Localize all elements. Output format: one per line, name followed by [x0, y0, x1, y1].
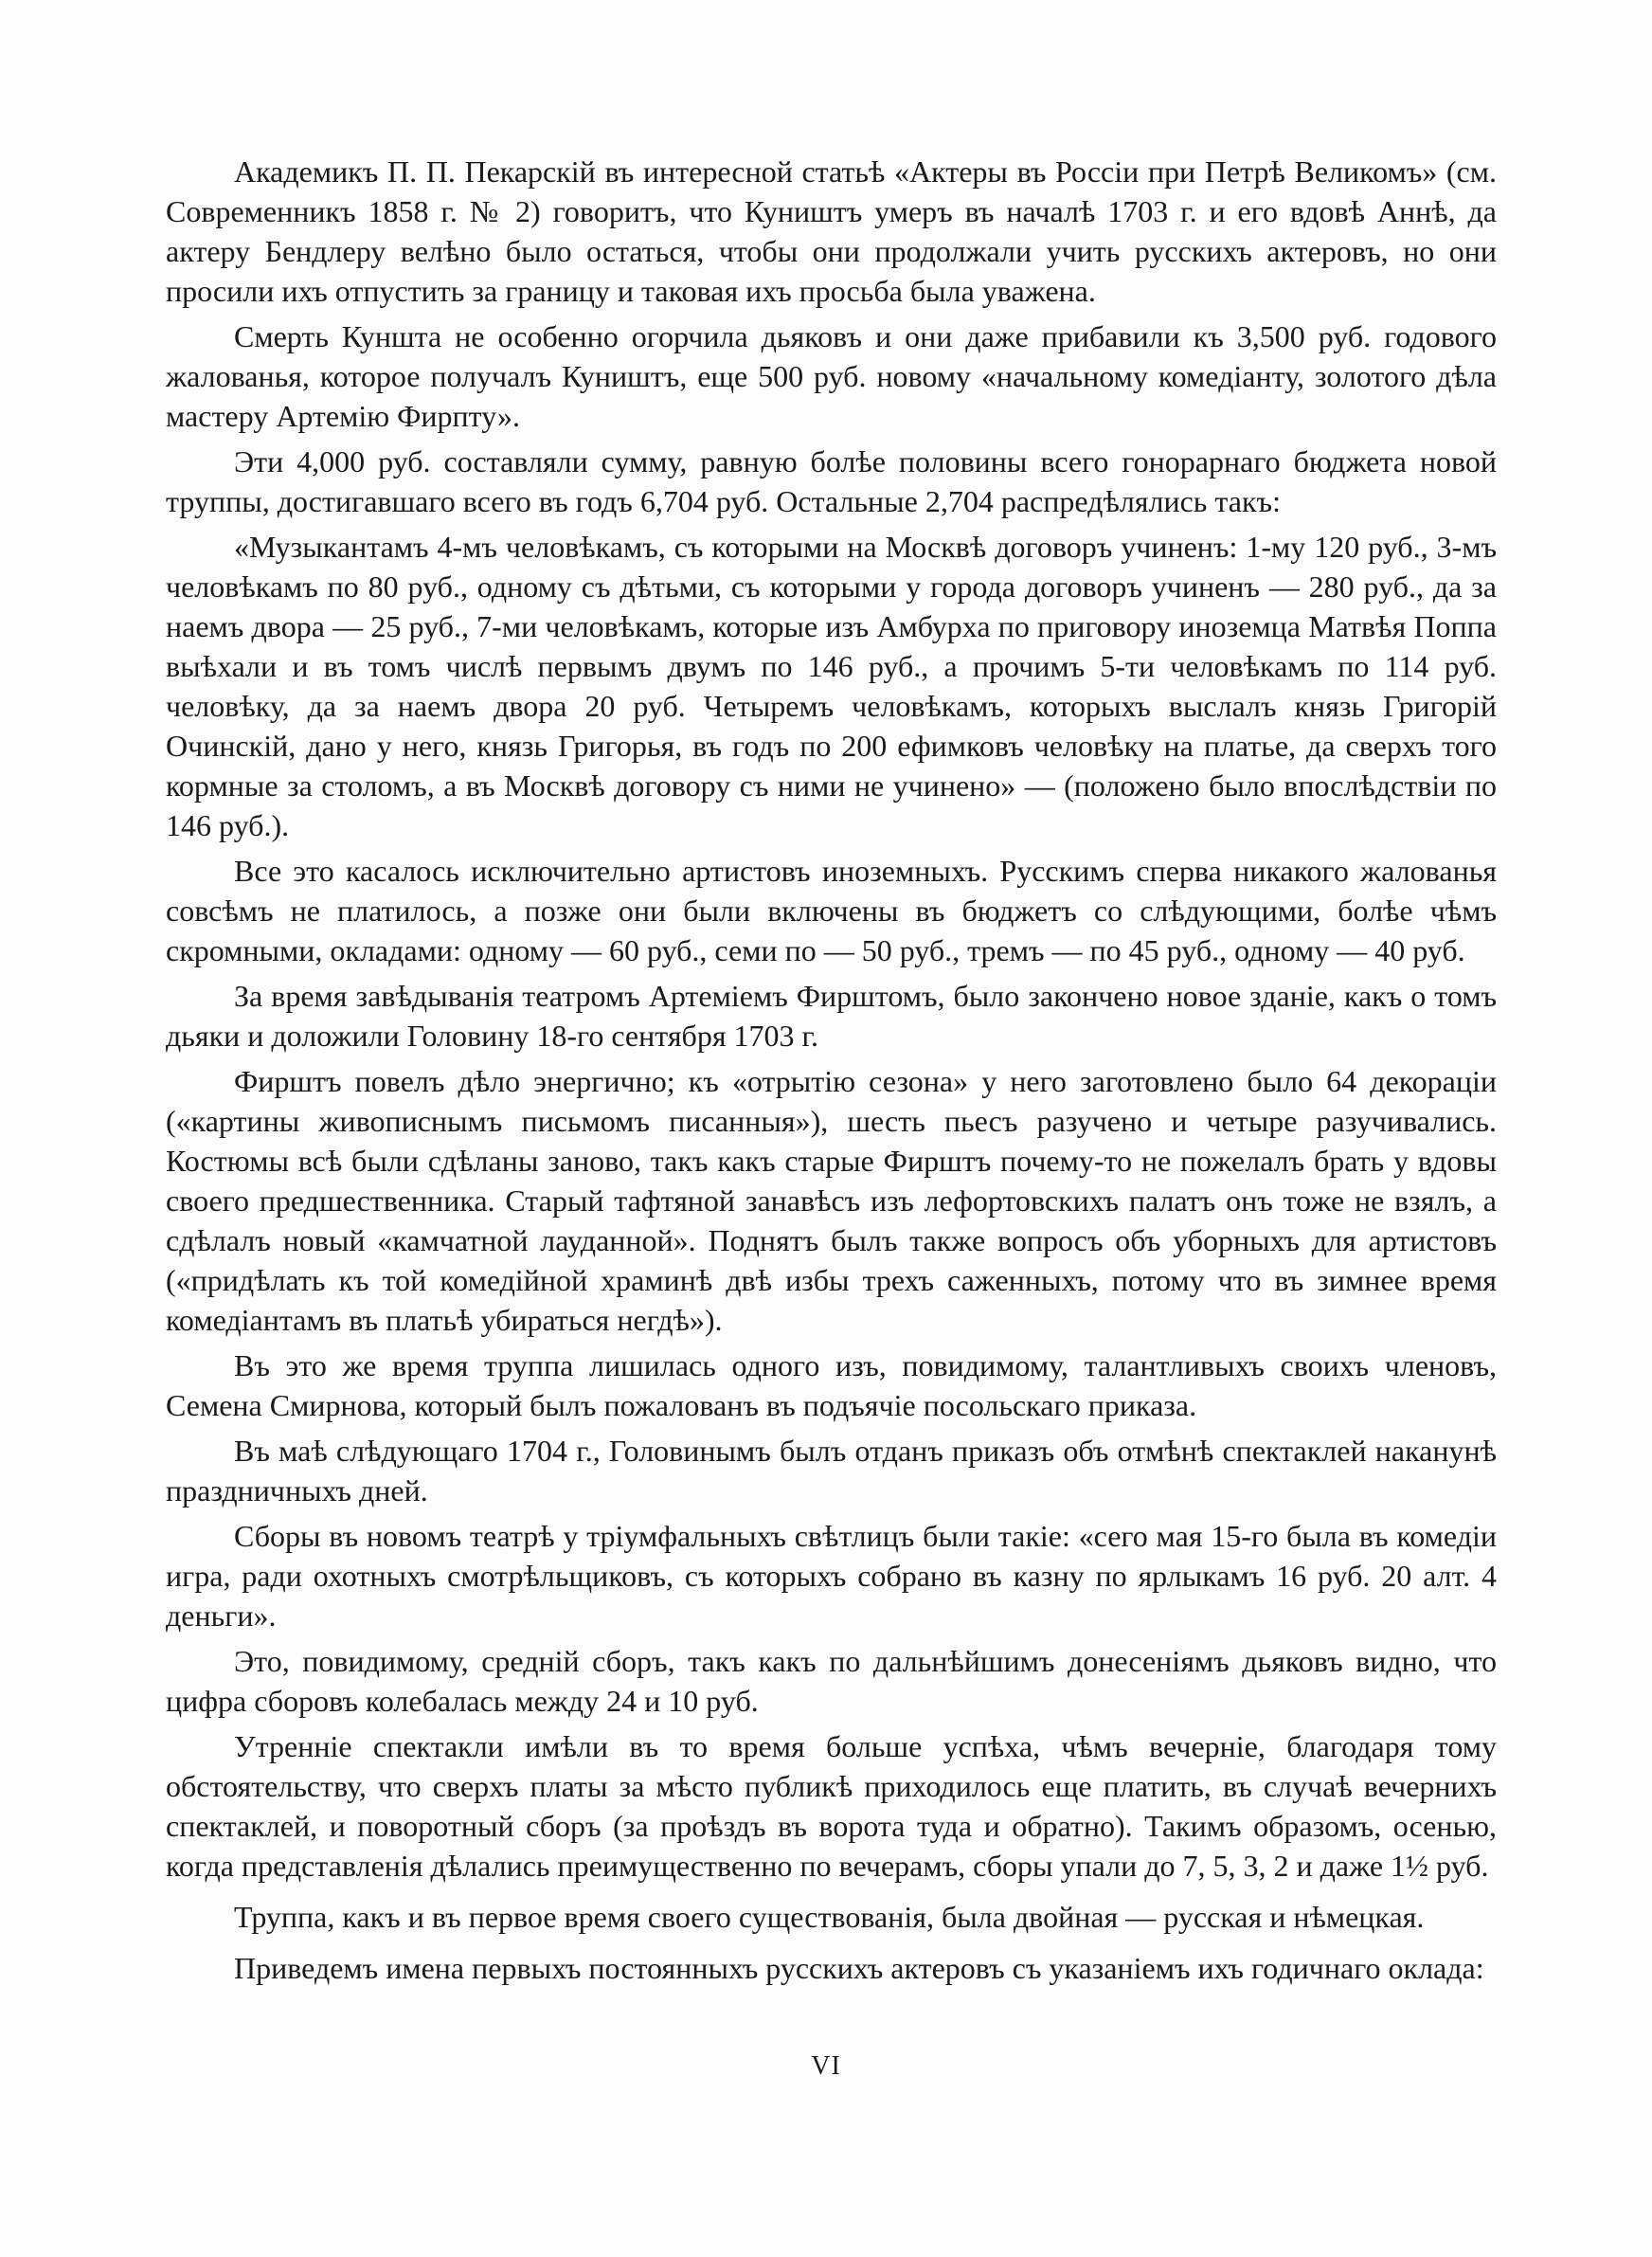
- paragraph: Все это касалось исключительно артистовъ иноземныхъ. Русскимъ сперва никакого жалованья совсѣмъ не платилось, а позже они были включены въ бюджетъ со слѣдующими, болѣе чѣмъ скромными, окладами: одному — 60 руб., семи по — 50 руб., тремъ — по 45 руб., одному — 40 руб.: [166, 854, 1497, 967]
- paragraph: «Музыкантамъ 4-мъ человѣкамъ, съ которыми на Москвѣ договоръ учиненъ: 1-му 120 руб., 3-мъ человѣкамъ по 80 руб., одному съ дѣтьми, съ которыми у города договоръ учиненъ — 280 руб., да за наемъ двора — 25 руб., 7-ми человѣкамъ, которые изъ Амбурха по приговору иноземца Матвѣя Поппа выѣхали и въ томъ числѣ первымъ двумъ по 146 руб., а прочимъ 5-ти человѣкамъ по 114 руб. человѣку, да за наемъ двора 20 руб. Четыремъ человѣкамъ, которыхъ выслалъ князь Григорій Очинскій, дано у него, князь Григорья, въ годъ по 200 ефимковъ человѣку на платье, да сверхъ того кормные за столомъ, а въ Москвѣ договору съ ними не учинено» — (положено было впослѣдствіи по 146 руб.).: [166, 530, 1497, 842]
- paragraph: Утренніе спектакли имѣли въ то время больше успѣха, чѣмъ вечерніе, благодаря тому обстоятельству, что сверхъ платы за мѣсто публикѣ приходилось еще платить, въ случаѣ вечернихъ спектаклей, и поворотный сборъ (за проѣздъ въ ворота туда и обратно). Такимъ образомъ, осенью, когда представленія дѣлались преимущественно по вечерамъ, сборы упали до 7, 5, 3, 2 и даже 1½ руб.: [166, 1729, 1497, 1883]
- paragraph: Приведемъ имена первыхъ постоянныхъ русскихъ актеровъ съ указаніемъ ихъ годичнаго оклада:: [234, 1951, 1484, 1985]
- paragraph: Труппа, какъ и въ первое время своего существованія, была двойная — русская и нѣмецкая.: [234, 1900, 1425, 1934]
- paragraph: Въ это же время труппа лишилась одного изъ, повидимому, талантливыхъ своихъ членовъ, Семена Смирнова, который былъ пожалованъ въ подъячіе посольскаго приказа.: [166, 1348, 1497, 1422]
- body-text: [166, 152, 1497, 1994]
- paragraph: Это, повидимому, средній сборъ, такъ какъ по дальнѣйшимъ донесеніямъ дьяковъ видно, что цифра сборовъ колебалась между 24 и 10 руб.: [166, 1644, 1497, 1718]
- paragraph: Сборы въ новомъ театрѣ у тріумфальныхъ свѣтлицъ были такіе: «сего мая 15-го была въ комедіи игра, ради охотныхъ смотрѣльщиковъ, съ которыхъ собрано въ казну по ярлыкамъ 16 руб. 20 алт. 4 деньги».: [166, 1519, 1497, 1633]
- paragraph: Фирштъ повелъ дѣло энергично; къ «отрытію сезона» у него заготовлено было 64 декораціи («картины живописнымъ письмомъ писанныя»), шесть пьесъ разучено и четыре разучивались. Костюмы всѣ были сдѣланы заново, такъ какъ старые Фирштъ почему-то не пожелалъ брать у вдовы своего предшественника. Старый тафтяной занавѣсъ изъ лефортовскихъ палатъ онъ тоже не взялъ, а сдѣлалъ новый «камчатной лауданной». Поднятъ былъ также вопросъ объ уборныхъ для артистовъ («придѣлать къ той комедійной храминѣ двѣ избы трехъ саженныхъ, потому что въ зимнее время комедіантамъ въ платьѣ убираться негдѣ»).: [166, 1064, 1497, 1337]
- paragraph: Въ маѣ слѣдующаго 1704 г., Головинымъ былъ отданъ приказъ объ отмѣнѣ спектаклей наканунѣ праздничныхъ дней.: [166, 1434, 1497, 1508]
- page-number: VI: [811, 2051, 841, 2081]
- paragraph: Эти 4,000 руб. составляли сумму, равную болѣе половины всего гонорарнаго бюджета новой труппы, достигавшаго всего въ годъ 6,704 руб. Остальные 2,704 распредѣлялись такъ:: [166, 444, 1497, 518]
- paragraph: Смерть Куншта не особенно огорчила дьяковъ и они даже прибавили къ 3,500 руб. годового жалованья, которое получалъ Куништъ, еще 500 руб. новому «начальному комедіанту, золотого дѣла мастеру Артемію Фирпту».: [166, 319, 1497, 433]
- paragraph: Академикъ П. П. Пекарскій въ интересной статьѣ «Актеры въ Россіи при Петрѣ Великомъ» (см. Современникъ 1858 г. № 2) говоритъ, что Куништъ умеръ въ началѣ 1703 г. и его вдовѣ Аннѣ, да актеру Бендлеру велѣно было остаться, чтобы они продолжали учить русскихъ актеровъ, но они просили ихъ отпустить за границу и таковая ихъ просьба была уважена.: [166, 154, 1497, 308]
- paragraph: За время завѣдыванія театромъ Артеміемъ Фирштомъ, было закончено новое зданіе, какъ о томъ дьяки и доложили Головину 18-го сентября 1703 г.: [166, 979, 1497, 1053]
